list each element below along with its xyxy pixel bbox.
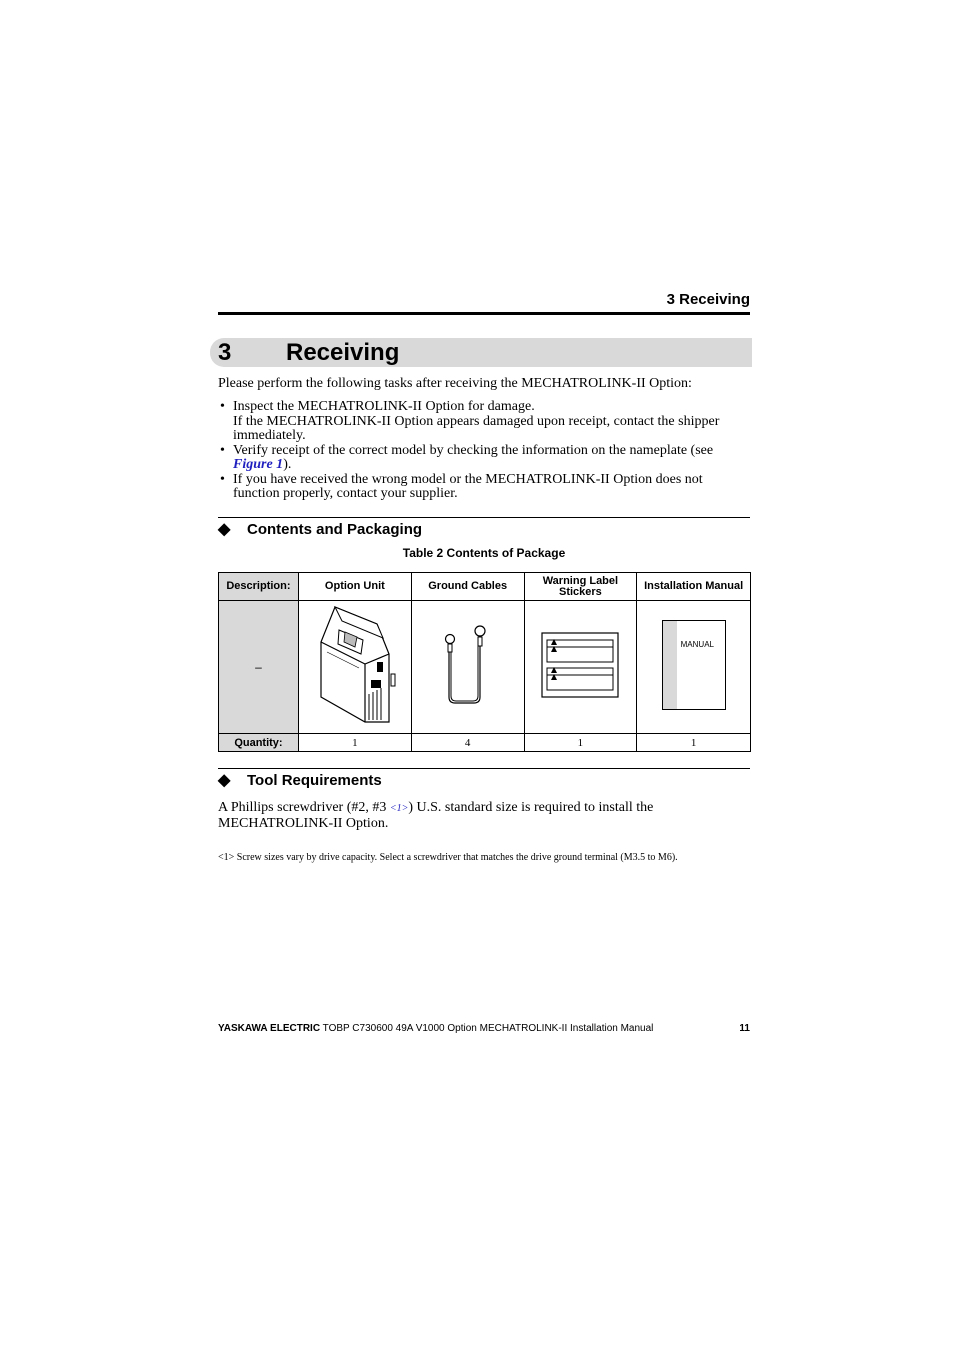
option-unit-cell bbox=[298, 601, 411, 734]
diamond-bullet-icon: ◆ bbox=[218, 772, 231, 789]
intro-paragraph: Please perform the following tasks after receiving the MECHATROLINK-II Option: bbox=[218, 376, 692, 391]
task-wrong-model bbox=[218, 473, 750, 502]
page-footer bbox=[218, 1023, 750, 1034]
table-quantity-row bbox=[219, 734, 751, 752]
footnote: <1> Screw sizes vary by drive capacity. Select a screwdriver that matches the drive ground terminal (M3.5 to M6). bbox=[218, 852, 678, 863]
header-installation-manual: Installation Manual bbox=[637, 573, 751, 601]
ground-cable-illustration bbox=[438, 625, 498, 705]
task-list bbox=[218, 400, 750, 502]
task-inspect-text: Inspect the MECHATROLINK-II Option for damage. bbox=[233, 399, 535, 414]
footer-brand: YASKAWA ELECTRIC bbox=[218, 1023, 321, 1034]
diamond-bullet-icon: ◆ bbox=[218, 521, 231, 538]
footnote-reference-link[interactable]: <1> bbox=[389, 803, 409, 814]
task-verify-text: Verify receipt of the correct model by checking the information on the nameplate (see bbox=[233, 442, 714, 458]
running-head: 3 Receiving bbox=[666, 291, 750, 308]
tool-text-start: A Phillips screwdriver (#2, #3 bbox=[218, 800, 390, 815]
chapter-number: 3 bbox=[218, 339, 232, 366]
task-inspect-detail: If the MECHATROLINK-II Option appears damaged upon receipt, contact the shipper immediately. bbox=[233, 413, 720, 443]
figure-1-link[interactable]: Figure 1 bbox=[233, 457, 284, 472]
chapter-title: Receiving bbox=[286, 339, 400, 366]
header-description: Description: bbox=[219, 573, 299, 601]
manual-cover-text: MANUAL bbox=[680, 639, 714, 649]
quantity-installation-manual: 1 bbox=[637, 734, 751, 752]
package-contents-table bbox=[218, 572, 751, 752]
tool-text-end: ) U.S. standard size is required to install the MECHATROLINK-II Option. bbox=[218, 800, 654, 831]
page-number: 11 bbox=[739, 1023, 750, 1034]
task-verify bbox=[218, 444, 750, 473]
contents-heading bbox=[218, 521, 422, 539]
header-ground-cables: Ground Cables bbox=[411, 573, 524, 601]
tool-requirements-paragraph bbox=[218, 801, 750, 831]
contents-heading-text: Contents and Packaging bbox=[247, 521, 423, 538]
quantity-warning-labels: 1 bbox=[524, 734, 637, 752]
task-verify-close: ). bbox=[283, 457, 292, 472]
tools-heading bbox=[218, 772, 382, 790]
table-header-row bbox=[219, 573, 751, 601]
task-wrong-model-text: If you have received the wrong model or the MECHATROLINK-II Option does not function properly, contact your supplier. bbox=[233, 471, 703, 501]
option-unit-illustration bbox=[305, 602, 405, 727]
table-image-row bbox=[219, 601, 751, 734]
footer-doc-title: TOBP C730600 49A V1000 Option MECHATROLINK-II Installation Manual bbox=[320, 1023, 654, 1034]
quantity-option-unit: 1 bbox=[298, 734, 411, 752]
task-inspect bbox=[218, 400, 750, 444]
section-rule-tools bbox=[218, 768, 750, 769]
row-label-dash: – bbox=[219, 601, 299, 734]
warning-label-illustration bbox=[541, 632, 619, 698]
installation-manual-cell bbox=[637, 601, 751, 734]
section-rule-contents bbox=[218, 517, 750, 518]
manual-illustration bbox=[662, 620, 726, 710]
table-caption: Table 2 Contents of Package bbox=[402, 546, 566, 560]
quantity-label: Quantity: bbox=[219, 734, 299, 752]
header-rule bbox=[218, 312, 750, 315]
header-warning-labels: Warning Label Stickers bbox=[524, 573, 637, 601]
warning-labels-cell bbox=[524, 601, 637, 734]
tools-heading-text: Tool Requirements bbox=[247, 772, 382, 789]
ground-cables-cell bbox=[411, 601, 524, 734]
header-option-unit: Option Unit bbox=[298, 573, 411, 601]
quantity-ground-cables: 4 bbox=[411, 734, 524, 752]
